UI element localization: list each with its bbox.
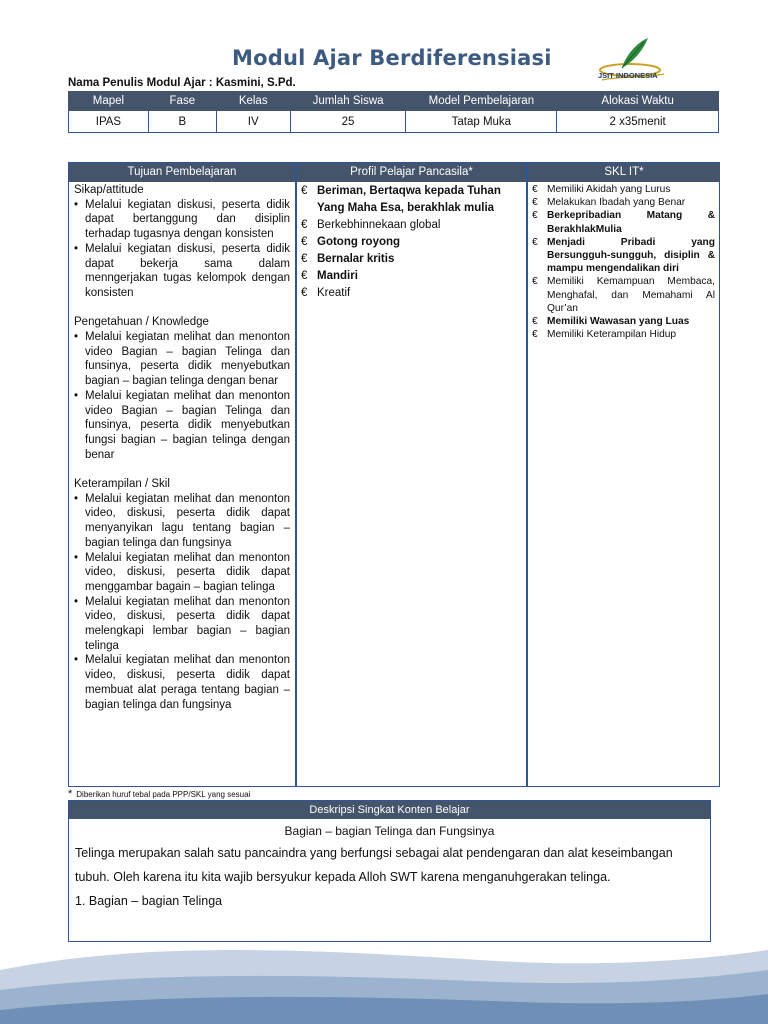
learning-table: [68, 162, 720, 787]
info-table: [68, 91, 719, 133]
value-kelas: IV: [216, 111, 290, 133]
tujuan-section-sikap: [74, 183, 290, 301]
euro-bullet-icon: €: [301, 287, 308, 299]
header-mapel: Mapel: [69, 92, 149, 111]
euro-bullet-icon: €: [301, 219, 308, 231]
value-alokasi-waktu: 2 x35menit: [557, 111, 719, 133]
euro-bullet-icon: €: [532, 236, 538, 248]
section-heading: Pengetahuan / Knowledge: [74, 316, 209, 329]
profil-item: € Mandiri: [301, 268, 523, 285]
euro-bullet-icon: €: [301, 185, 308, 197]
list-item: • Melalui kegiatan melihat dan menonton video, diskusi, peserta didik dapat membuat alat peraga tentang bagian – bagian telinga dan fungsinya: [74, 653, 290, 712]
header-profil: Profil Pelajar Pancasila*: [297, 163, 526, 182]
info-value-row: [69, 111, 719, 133]
profil-item: € Beriman, Bertaqwa kepada Tuhan Yang Maha Esa, berakhlak mulia: [301, 185, 501, 214]
header-kelas: Kelas: [216, 92, 290, 111]
euro-bullet-icon: €: [301, 236, 308, 248]
logo-text: JSIT INDONESIA: [598, 71, 658, 80]
profil-item: € Berkebhinnekaan global: [301, 217, 523, 234]
skl-item: € Menjadi Pribadi yang Bersungguh-sungguh, disiplin & mampu mengendalikan diri: [532, 236, 715, 275]
value-model-pembelajaran: Tatap Muka: [406, 111, 557, 133]
euro-bullet-icon: €: [532, 329, 538, 341]
list-item: • Melalui kegiatan diskusi, peserta didik dapat bertanggung dan disiplin terhadap tugasnya dengan konsisten: [74, 198, 290, 242]
info-header-row: [69, 92, 719, 111]
deskripsi-header: Deskripsi Singkat Konten Belajar: [69, 801, 710, 819]
decorative-wave: [0, 930, 768, 1024]
list-item: • Melalui kegiatan melihat dan menonton video, diskusi, peserta didik dapat melengkapi lembar bagian – bagian telinga: [74, 595, 290, 654]
column-divider: [526, 163, 528, 786]
euro-bullet-icon: €: [301, 253, 308, 265]
list-item: • Melalui kegiatan melihat dan menonton video Bagian – bagian Telinga dan funsinya, peserta didik menyebutkan fungsi bagian – bagian telinga dengan benar: [74, 389, 290, 463]
deskripsi-box: [68, 800, 711, 942]
profil-item: € Kreatif: [301, 285, 523, 302]
header-jumlah-siswa: Jumlah Siswa: [290, 92, 406, 111]
header-alokasi-waktu: Alokasi Waktu: [557, 92, 719, 111]
value-fase: B: [148, 111, 216, 133]
footnote: [68, 788, 250, 800]
footnote-text: Diberikan huruf tebal pada PPP/SKL yang sesuai: [76, 790, 251, 799]
skl-item: € Memiliki Wawasan yang Luas: [532, 316, 690, 328]
profil-item: € Gotong royong: [301, 234, 523, 251]
list-item: • Melalui kegiatan melihat dan menonton video Bagian – bagian Telinga dan funsinya, peserta didik menyebutkan bagian – bagian telinga dengan benar: [74, 330, 290, 389]
deskripsi-list-item: 1. Bagian – bagian Telinga: [75, 893, 223, 908]
profil-item: € Bernalar kritis: [301, 251, 523, 268]
tujuan-section-keterampilan: [74, 477, 290, 712]
value-mapel: IPAS: [69, 111, 149, 133]
euro-bullet-icon: €: [532, 276, 538, 288]
tujuan-column: [74, 183, 290, 727]
page-title: Modul Ajar Berdiferensiasi: [232, 46, 552, 70]
skl-item: € Berkepribadian Matang & BerakhlakMulia: [532, 210, 715, 235]
euro-bullet-icon: €: [532, 197, 538, 209]
deskripsi-paragraph: Telinga merupakan salah satu pancaindra yang berfungsi sebagai alat pendengaran dan alat keseimbangan tubuh. Oleh karena itu kita wajib bersyukur kepada Alloh SWT karena menganuhgerakan telinga.: [75, 846, 673, 884]
euro-bullet-icon: €: [532, 316, 538, 328]
euro-bullet-icon: €: [301, 270, 308, 282]
list-item: • Melalui kegiatan diskusi, peserta didik dapat bekerja sama dalam menngerjakan tugas kelompok dengan konsisten: [74, 242, 290, 301]
header-fase: Fase: [148, 92, 216, 111]
skl-item: € Memiliki Kemampuan Membaca, Menghafal, dan Memahami Al Qur’an: [532, 276, 715, 314]
skl-item: € Melakukan Ibadah yang Benar: [532, 197, 686, 209]
skl-column: [532, 183, 715, 341]
value-jumlah-siswa: 25: [290, 111, 406, 133]
profil-column: [301, 183, 523, 302]
deskripsi-subtitle: Bagian – bagian Telinga dan Fungsinya: [284, 824, 495, 838]
list-item: • Melalui kegiatan melihat dan menonton video, diskusi, peserta didik dapat menggambar bagain – bagian telinga: [74, 551, 290, 595]
header-skl: SKL IT*: [528, 163, 720, 182]
tujuan-section-pengetahuan: [74, 315, 290, 462]
footnote-star: *: [68, 788, 73, 800]
jsit-logo: [592, 34, 672, 82]
skl-item: € Memiliki Keterampilan Hidup: [532, 329, 677, 341]
header-model-pembelajaran: Model Pembelajaran: [406, 92, 557, 111]
section-heading: Sikap/attitude: [74, 184, 144, 196]
euro-bullet-icon: €: [532, 210, 538, 222]
column-divider: [295, 163, 297, 786]
header-tujuan: Tujuan Pembelajaran: [69, 163, 295, 182]
euro-bullet-icon: €: [532, 184, 538, 195]
section-heading: Keterampilan / Skil: [74, 478, 170, 491]
author-line: Nama Penulis Modul Ajar : Kasmini, S.Pd.: [68, 77, 296, 89]
list-item: • Melalui kegiatan melihat dan menonton video, diskusi, peserta didik dapat menyanyikan lagu tentang bagian – bagian telinga dan fungsinya: [74, 492, 290, 551]
skl-item: € Memiliki Akidah yang Lurus: [532, 184, 671, 195]
